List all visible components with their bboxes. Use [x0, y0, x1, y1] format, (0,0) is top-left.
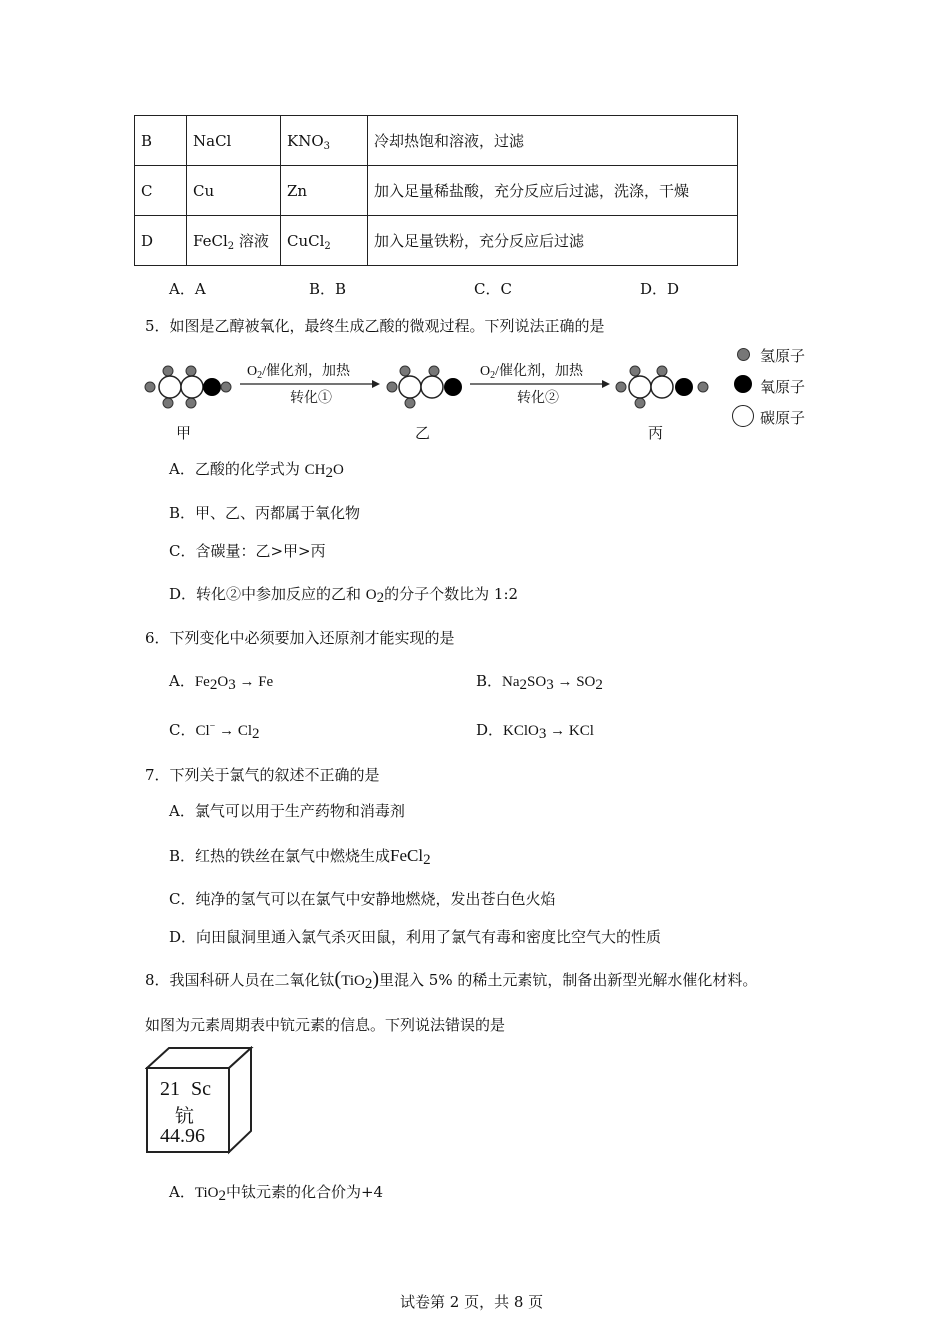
oxygen-legend-icon: [734, 375, 752, 393]
q6-stem: 6．下列变化中必须要加入还原剂才能实现的是: [145, 629, 455, 647]
options-table: [134, 115, 738, 266]
legend-oxygen: 氧原子: [760, 378, 806, 396]
element-mass: 44.96: [160, 1125, 205, 1147]
molecule-yi: [387, 366, 462, 408]
q4-option-a[interactable]: A．A: [169, 280, 206, 298]
q5-stem: 5．如图是乙醇被氧化，最终生成乙酸的微观过程。下列说法正确的是: [145, 317, 605, 335]
q7-option-d[interactable]: D．向田鼠洞里通入氯气杀灭田鼠，利用了氯气有毒和密度比空气大的性质: [169, 928, 662, 946]
substance-cell: NaCl: [187, 116, 281, 166]
q7-option-a[interactable]: A．氯气可以用于生产药物和消毒剂: [169, 802, 405, 820]
substance-cell: FeCl$_2$ 溶液: [187, 216, 281, 266]
legend-carbon: 碳原子: [760, 409, 806, 427]
q7-stem: 7．下列关于氯气的叙述不正确的是: [145, 766, 380, 784]
element-name: 钪: [175, 1105, 195, 1127]
q5-option-b[interactable]: B．甲、乙、丙都属于氧化物: [169, 504, 361, 522]
method-cell: 加入足量稀盐酸，充分反应后过滤，洗涤，干燥: [368, 166, 738, 216]
q5-option-a[interactable]: A．乙酸的化学式为 $CH_2O$: [169, 460, 344, 481]
q8-option-a[interactable]: A．TiO$_2$中钛元素的化合价为+4: [169, 1183, 384, 1204]
element-number: 21: [160, 1078, 180, 1100]
substance-cell: Cu: [187, 166, 281, 216]
q4-option-d[interactable]: D．D: [640, 280, 680, 298]
q7-option-b[interactable]: B．红热的铁丝在氯气中燃烧生成FeCl$_2$: [169, 846, 431, 868]
q6-option-a[interactable]: A．$Fe_2O_3 \to Fe$: [169, 672, 274, 693]
arrow-1-top-label: $O_2/$催化剂，加热: [247, 364, 351, 381]
element-symbol: Sc: [191, 1078, 211, 1100]
legend-hydrogen: 氢原子: [760, 347, 806, 365]
label-bing: 丙: [648, 424, 664, 442]
row-id: C: [135, 166, 187, 216]
q5-option-c[interactable]: C．含碳量：乙>甲>丙: [169, 542, 326, 560]
q5-option-d[interactable]: D．转化②中参加反应的乙和 $O_2$的分子个数比为 1:2: [169, 585, 519, 606]
impurity-cell: CuCl$_2$: [281, 216, 368, 266]
q8-stem: 8．我国科研人员在二氧化钛(TiO$_2$)里混入 5% 的稀土元素钪，制备出新型光解水催化材料。: [145, 968, 758, 992]
q4-option-b[interactable]: B．B: [309, 280, 347, 298]
row-id: B: [135, 116, 187, 166]
molecule-jia: [145, 366, 231, 408]
carbon-legend-icon: [732, 405, 754, 427]
arrow-2-top-label: $O_2/$催化剂，加热: [480, 364, 584, 381]
q6-option-c[interactable]: C．$Cl^- \to Cl_2$: [169, 721, 260, 742]
table-row: [135, 116, 738, 166]
table-row: [135, 166, 738, 216]
method-cell: 冷却热饱和溶液，过滤: [368, 116, 738, 166]
label-jia: 甲: [176, 424, 192, 442]
q6-option-d[interactable]: D．KClO$_3$ → KCl: [476, 721, 594, 742]
q7-option-c[interactable]: C．纯净的氢气可以在氯气中安静地燃烧，发出苍白色火焰: [169, 890, 556, 908]
q6-option-b[interactable]: B．$Na_2SO_3 \to SO_2$: [476, 672, 603, 693]
table-row: [135, 216, 738, 266]
hydrogen-legend-icon: [737, 348, 750, 361]
impurity-cell: $KNO_3$: [281, 116, 368, 166]
label-yi: 乙: [415, 424, 431, 442]
method-cell: 加入足量铁粉，充分反应后过滤: [368, 216, 738, 266]
q4-option-c[interactable]: C．C: [474, 280, 512, 298]
impurity-cell: Zn: [281, 166, 368, 216]
arrow-2-bottom-label: 转化②: [517, 390, 559, 406]
q8-stem-line2: 如图为元素周期表中钪元素的信息。下列说法错误的是: [145, 1016, 506, 1034]
page-footer: 试卷第 2 页，共 8 页: [400, 1293, 544, 1311]
arrow-1-bottom-label: 转化①: [290, 390, 332, 406]
molecule-bing: [616, 366, 708, 408]
row-id: D: [135, 216, 187, 266]
